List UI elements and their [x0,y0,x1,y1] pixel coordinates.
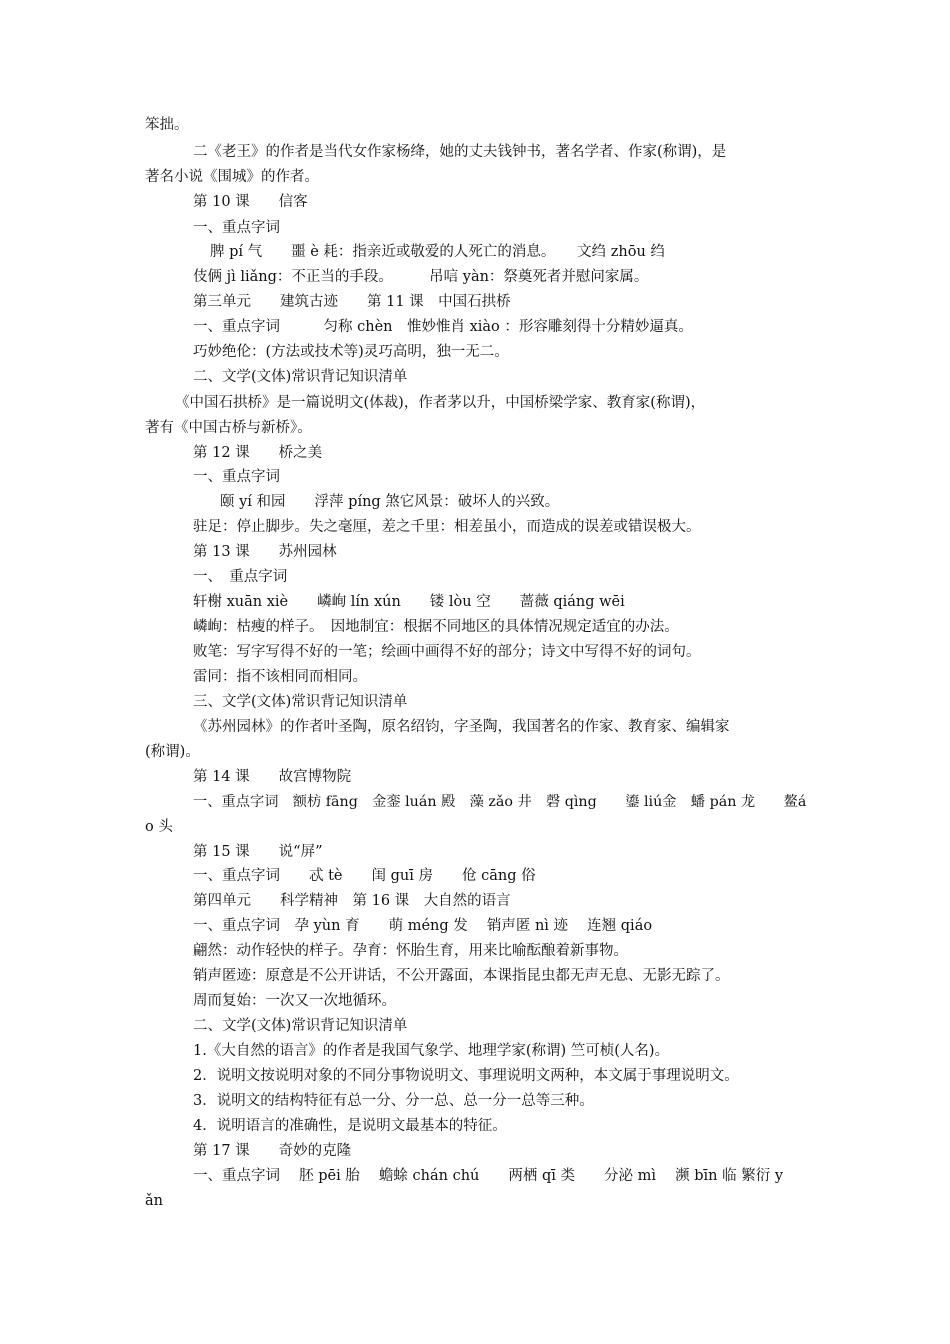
lesson-heading: 第 10 课 信客 [193,194,308,210]
unit-heading: 第四单元 科学精神 第 16 课 大自然的语言 [193,893,511,909]
list-item: 4．说明语言的准确性，是说明文最基本的特征。 [193,1118,507,1134]
text-line: ǎn [145,1193,163,1209]
unit-heading: 第三单元 建筑古迹 第 11 课 中国石拱桥 [193,294,511,310]
text-line: 笨拙。 [145,117,189,133]
text-line: 驻足：停止脚步。失之毫厘，差之千里：相差虽小，而造成的误差或错误极大。 [193,519,701,535]
text-line: 著名小说《围城》的作者。 [145,169,319,185]
text-line: (称谓)。 [145,744,200,760]
text-line: 嶙峋：枯瘦的样子。 因地制宜：根据不同地区的具体情况规定适宜的办法。 [193,619,679,635]
text-line: 一、重点字词 忒 tè 闺 guī 房 伧 cāng 俗 [193,868,536,884]
text-line: 周而复始：一次又一次地循环。 [193,993,396,1009]
section-heading: 一、重点字词 [193,220,280,236]
list-item: 3．说明文的结构特征有总一分、分一总、总一分一总等三种。 [193,1093,594,1109]
section-heading: 一、重点字词 [193,469,280,485]
text-line: 一、重点字词 胚 pēi 胎 蟾蜍 chán chú 两栖 qī 类 分泌 mì 濒 bīn 临 繁衍 y [193,1168,784,1184]
text-line: 著有《中国古桥与新桥》。 [145,420,312,436]
text-line: 翩然：动作轻快的样子。孕育：怀胎生育，用来比喻酝酿着新事物。 [193,943,628,959]
section-heading: 二、文学(文体)常识背记知识清单 [193,369,408,385]
section-heading: 一、 重点字词 [193,569,288,585]
text-line: 《中国石拱桥》是一篇说明文(体裁)，作者茅以升，中国桥梁学家、教育家(称谓)， [175,395,706,411]
text-line: 一、重点字词 额枋 fāng 金銮 luán 殿 藻 zǎo 井 磬 qìng 鎏 liú金 蟠 pán 龙 鳌á [193,794,807,810]
text-line: 伎俩 jì liǎng：不正当的手段。 吊唁 yàn：祭奠死者并慰问家属。 [193,269,649,285]
text-line: 脾 pí 气 噩 è 耗：指亲近或敬爱的人死亡的消息。 文绉 zhōu 绉 [210,244,665,260]
text-line: 雷同：指不该相同而相同。 [193,669,367,685]
text-line: 《苏州园林》的作者叶圣陶，原名绍钧，字圣陶，我国著名的作家、教育家、编辑家 [193,719,730,735]
text-line: 一、重点字词 匀称 chèn 惟妙惟肖 xiào ：形容雕刻得十分精妙逼真。 [193,319,693,335]
lesson-heading: 第 15 课 说“屏” [193,844,323,860]
text-line: 销声匿迹：原意是不公开讲话，不公开露面，本课指昆虫都无声无息、无影无踪了。 [193,968,730,984]
text-line: o 头 [145,819,173,835]
text-line: 颐 yí 和园 浮萍 píng 煞它风景：破坏人的兴致。 [220,494,560,510]
section-heading: 三、文学(文体)常识背记知识清单 [193,694,408,710]
text-line: 二《老王》的作者是当代女作家杨绛，她的丈夫钱钟书，著名学者、作家(称谓)，是 [193,144,727,160]
list-item: 2．说明文按说明对象的不同分事物说明文、事理说明文两种，本文属于事理说明文。 [193,1068,739,1084]
section-heading: 二、文学(文体)常识背记知识清单 [193,1018,408,1034]
text-line: 巧妙绝伦：(方法或技术等)灵巧高明，独一无二。 [193,344,509,360]
lesson-heading: 第 17 课 奇妙的克隆 [193,1143,352,1159]
text-line: 败笔：写字写得不好的一笔；绘画中画得不好的部分；诗文中写得不好的词句。 [193,644,701,660]
lesson-heading: 第 14 课 故宫博物院 [193,769,352,785]
text-line: 轩榭 xuān xiè 嶙峋 lín xún 镂 lòu 空 蔷薇 qiáng wēi [193,594,625,610]
lesson-heading: 第 13 课 苏州园林 [193,544,337,560]
text-line: 一、重点字词 孕 yùn 育 萌 méng 发 销声匿 nì 迹 连翘 qiáo [193,918,653,934]
list-item: 1.《大自然的语言》的作者是我国气象学、地理学家(称谓) 竺可桢(人名)。 [193,1043,670,1059]
lesson-heading: 第 12 课 桥之美 [193,445,323,461]
